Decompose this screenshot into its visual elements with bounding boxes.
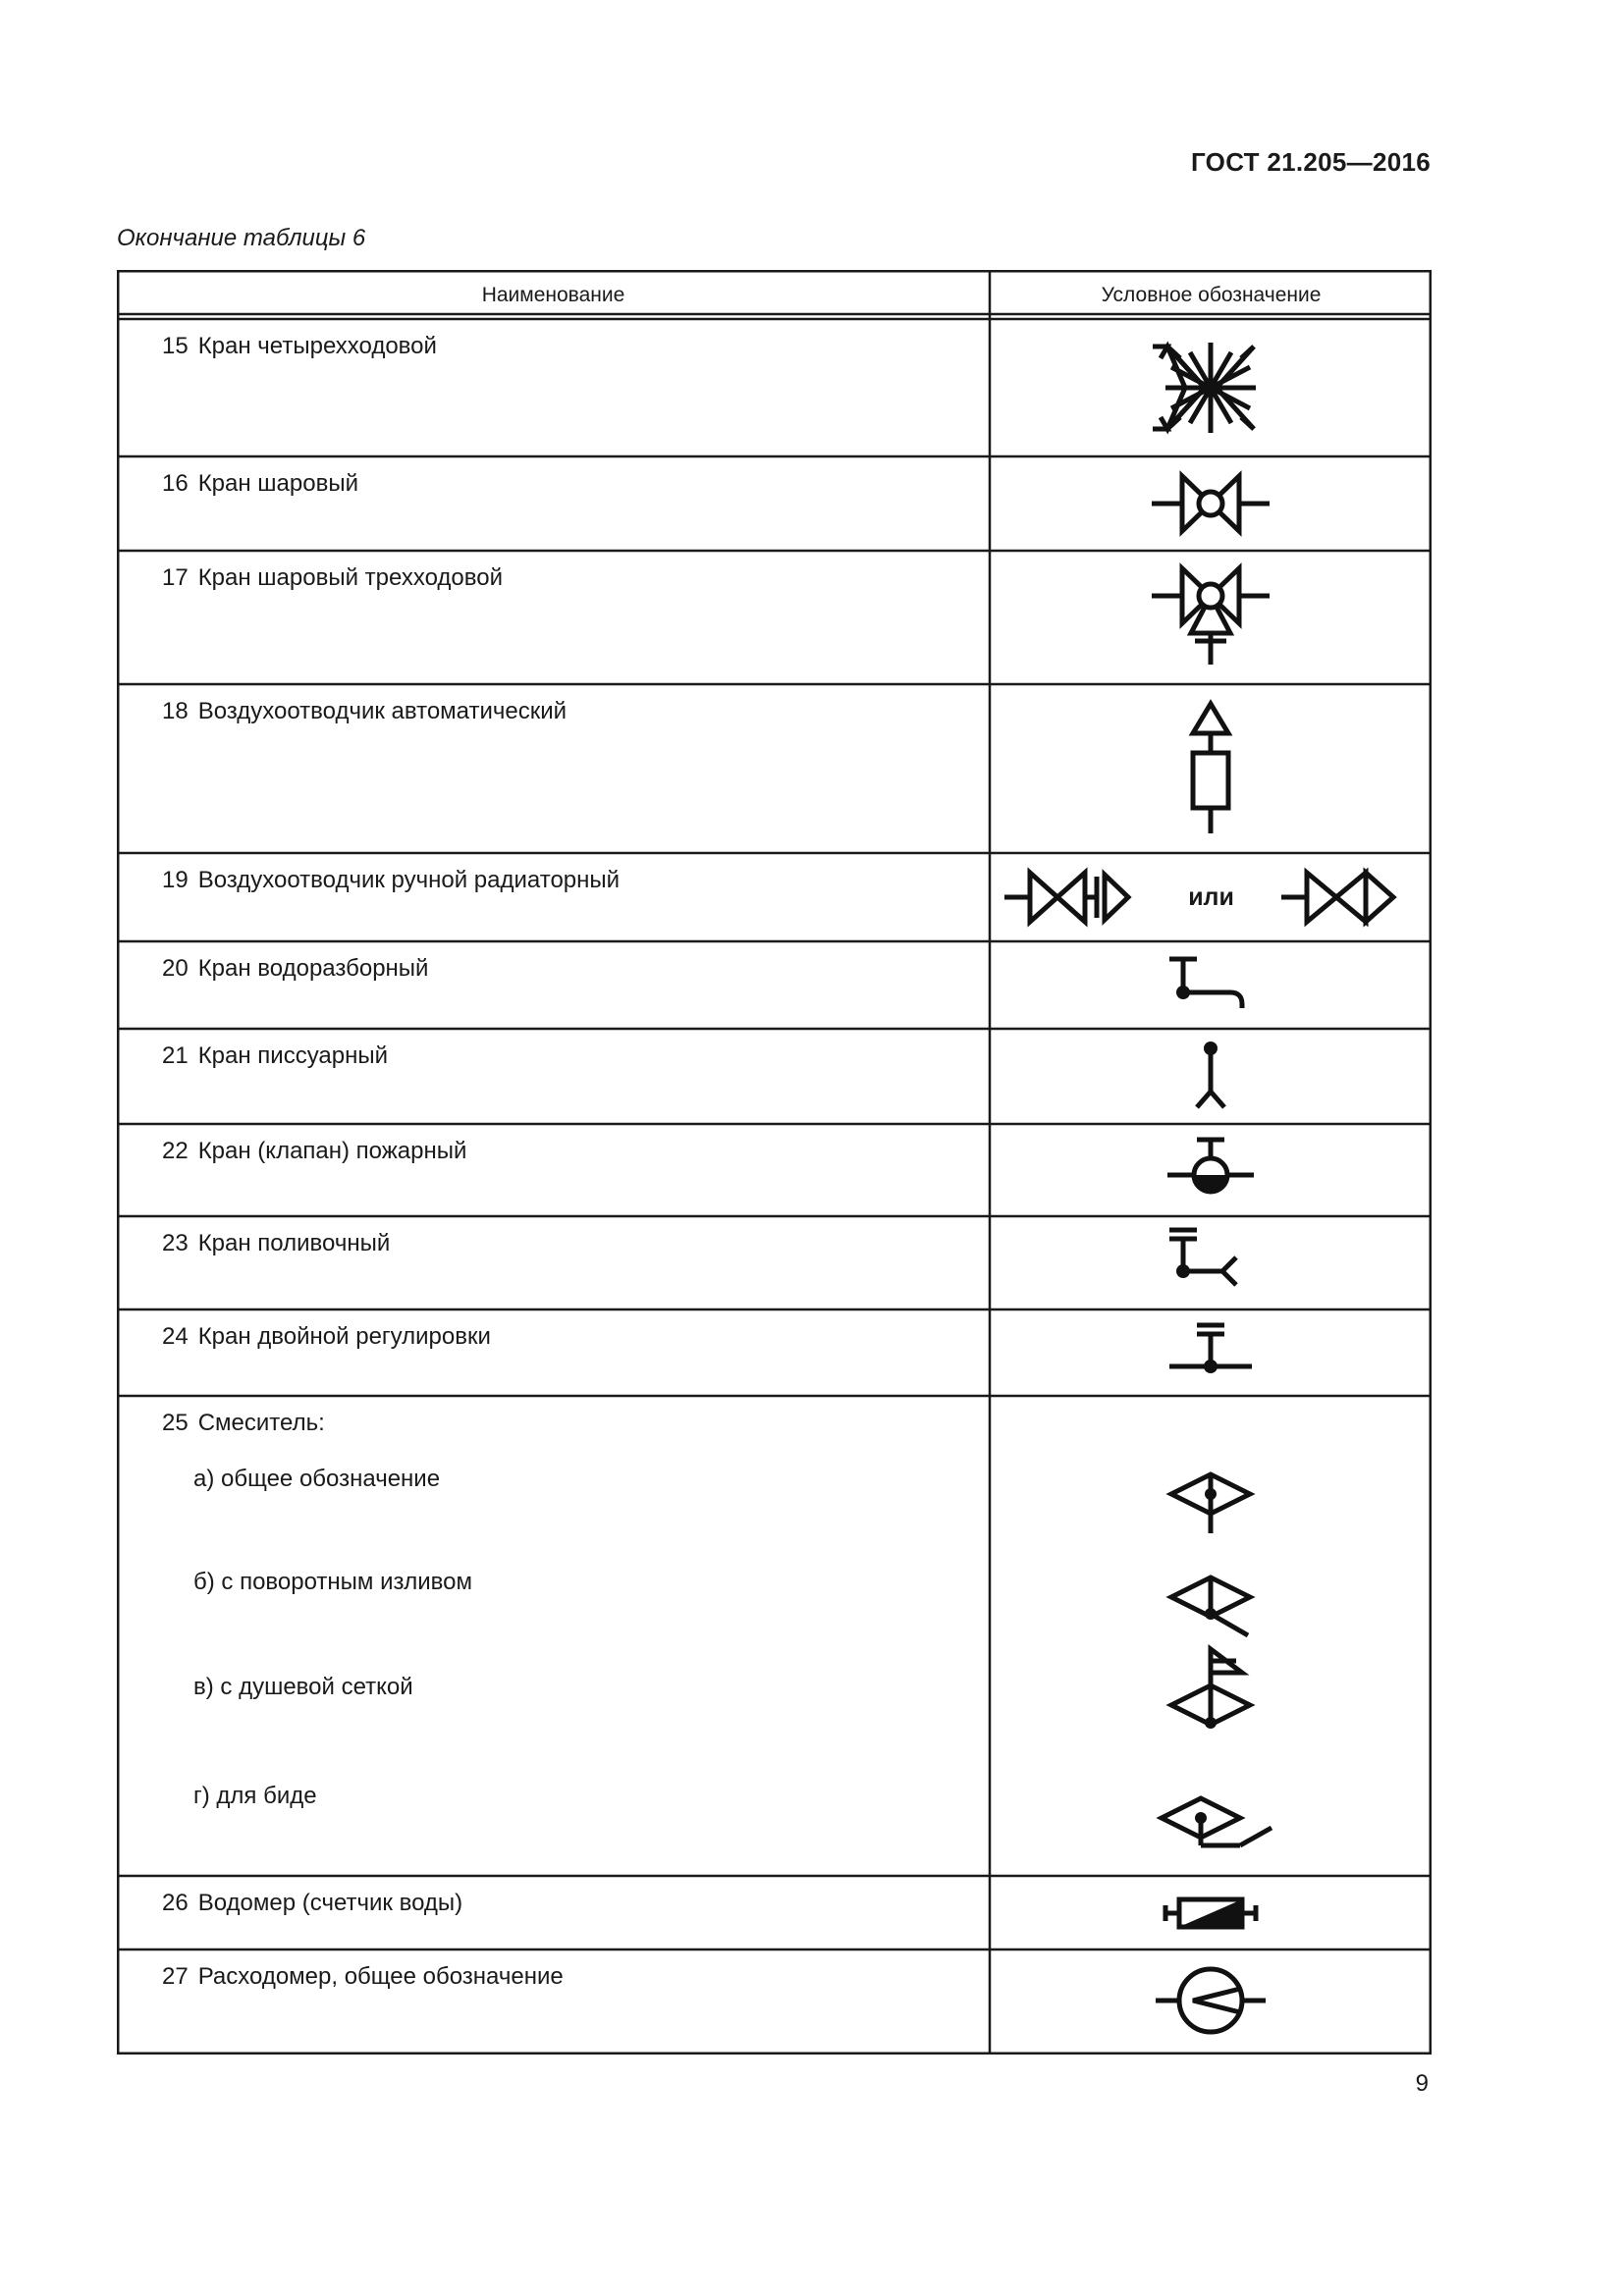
table-row bbox=[162, 1229, 390, 1258]
mixer-shower-head-icon bbox=[1171, 1649, 1250, 1725]
subitem-label: г) для биде bbox=[193, 1783, 317, 1809]
row-number: 27 bbox=[162, 1963, 189, 1990]
table-row bbox=[162, 1889, 462, 1918]
table-row bbox=[162, 1962, 564, 1992]
double-regulation-tap-icon bbox=[991, 1309, 1432, 1396]
table-row bbox=[162, 469, 358, 499]
row-name: Кран двойной регулировки bbox=[197, 1323, 491, 1350]
subitem-label: а) общее обозначение bbox=[193, 1466, 441, 1492]
symbols-table bbox=[117, 270, 1432, 2055]
row-number: 18 bbox=[162, 698, 189, 724]
mixer-general-icon bbox=[1171, 1474, 1250, 1533]
table-caption: Окончание таблицы 6 bbox=[117, 225, 366, 251]
row-number: 26 bbox=[162, 1890, 189, 1916]
column-header-symbol: Условное обозначение bbox=[1101, 284, 1322, 306]
table-row bbox=[162, 332, 437, 361]
mixer-swivel-spout-icon bbox=[1171, 1577, 1250, 1635]
row-number: 24 bbox=[162, 1323, 189, 1350]
row-name: Смеситель: bbox=[197, 1410, 325, 1436]
water-meter-icon bbox=[991, 1876, 1432, 1949]
row-name: Кран поливочный bbox=[197, 1230, 391, 1256]
document-code: ГОСТ 21.205—2016 bbox=[1190, 147, 1431, 177]
automatic-air-vent-icon bbox=[991, 684, 1432, 853]
row-name: Воздухоотводчик автоматический bbox=[197, 698, 568, 724]
mixer-bidet-icon bbox=[1162, 1798, 1272, 1845]
row-number: 15 bbox=[162, 333, 189, 359]
table-row bbox=[162, 1322, 491, 1352]
subitem-label: б) с поворотным изливом bbox=[193, 1569, 472, 1595]
ball-valve-icon bbox=[991, 456, 1432, 551]
water-tap-icon bbox=[991, 941, 1432, 1029]
row-name: Кран писсуарный bbox=[197, 1042, 389, 1069]
symbol-separator: или bbox=[1188, 883, 1234, 911]
table-row bbox=[162, 1409, 325, 1438]
row-number: 19 bbox=[162, 867, 189, 893]
row-number: 20 bbox=[162, 955, 189, 982]
four-way-valve-icon bbox=[991, 319, 1432, 456]
subitem-label: в) с душевой сеткой bbox=[193, 1674, 413, 1700]
table-row bbox=[162, 1041, 388, 1071]
mixer-symbols bbox=[991, 1396, 1432, 1876]
row-number: 25 bbox=[162, 1410, 189, 1436]
manual-radiator-air-vent-icon bbox=[991, 853, 1432, 941]
table-row bbox=[162, 866, 620, 895]
row-number: 22 bbox=[162, 1138, 189, 1164]
three-way-ball-valve-icon bbox=[991, 551, 1432, 684]
row-name: Кран шаровый bbox=[197, 470, 359, 497]
row-name: Водомер (счетчик воды) bbox=[197, 1890, 463, 1916]
row-number: 23 bbox=[162, 1230, 189, 1256]
row-name: Кран шаровый трехходовой bbox=[197, 564, 503, 591]
row-number: 17 bbox=[162, 564, 189, 591]
row-name: Расходомер, общее обозначение bbox=[197, 1963, 564, 1990]
row-name: Кран (клапан) пожарный bbox=[197, 1138, 467, 1164]
flow-meter-icon bbox=[991, 1949, 1432, 2055]
table-row bbox=[162, 954, 428, 984]
row-number: 21 bbox=[162, 1042, 189, 1069]
row-number: 16 bbox=[162, 470, 189, 497]
table-row bbox=[162, 563, 503, 593]
fire-valve-icon bbox=[991, 1124, 1432, 1216]
row-name: Кран водоразборный bbox=[197, 955, 429, 982]
row-name: Воздухоотводчик ручной радиаторный bbox=[197, 867, 621, 893]
watering-tap-icon bbox=[991, 1216, 1432, 1309]
column-header-name: Наименование bbox=[481, 284, 625, 306]
urinal-tap-icon bbox=[991, 1029, 1432, 1124]
page-number: 9 bbox=[1415, 2070, 1429, 2097]
table-row bbox=[162, 697, 567, 726]
table-row bbox=[162, 1137, 466, 1166]
row-name: Кран четырехходовой bbox=[197, 333, 437, 359]
